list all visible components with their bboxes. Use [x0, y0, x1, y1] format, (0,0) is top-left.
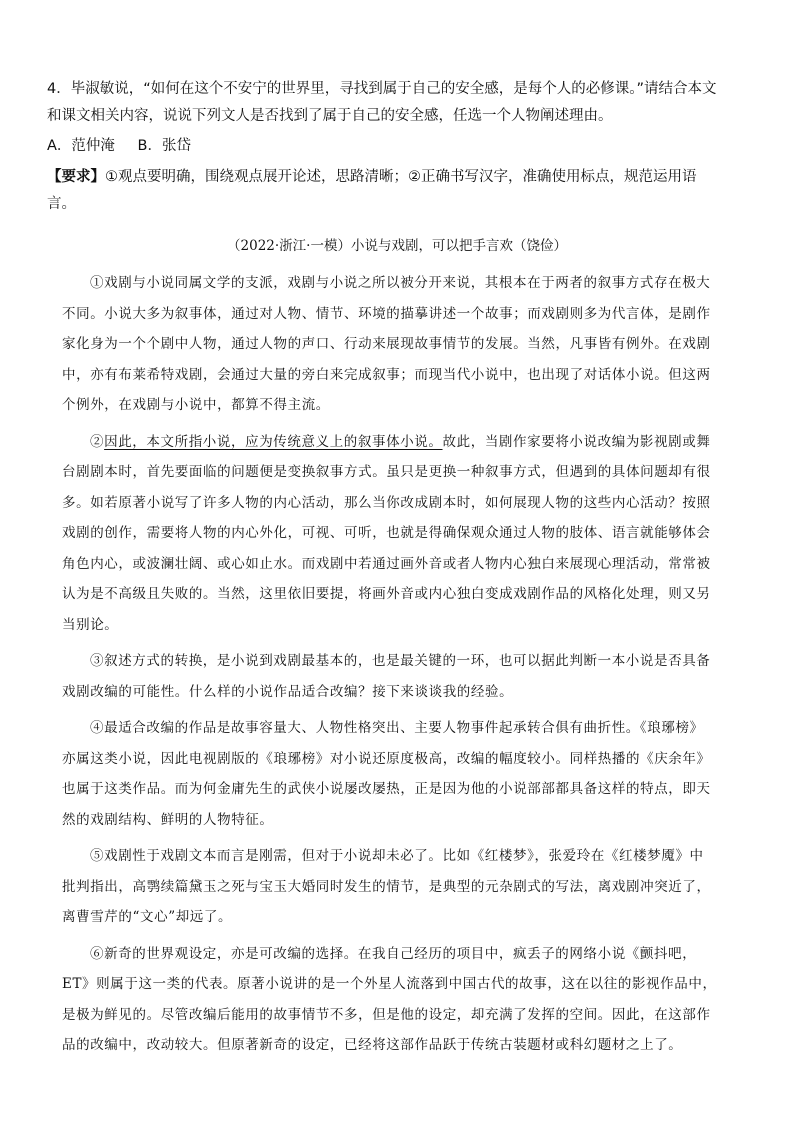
paragraph-line: ET》则属于这一类的代表。原著小说讲的是一个外星人流落到中国古代的故事，这在以往的影视作品中， [62, 976, 717, 992]
paragraph-line: 不同。小说大多为叙事体，通过对人物、情节、环境的描摹讲述一个故事；而戏剧则多为代言体，是剧作 [62, 305, 711, 322]
paragraph-line: 戏剧改编的可能性。什么样的小说作品适合改编？接下来谈谈我的经验。 [62, 683, 514, 700]
question-options [47, 135, 747, 157]
paragraph-line: ⑥新奇的世界观设定，亦是可改编的选择。在我自己经历的项目中，疯丢子的网络小说《颤抖吧， [90, 945, 697, 962]
option-a: A．范仲淹 [47, 138, 115, 154]
paragraph-line [62, 427, 727, 458]
paragraph-line: ④最适合改编的作品是故事容量大、人物性格突出、主要人物事件起承转合俱有曲折性。《琅琊榜》 [90, 720, 704, 736]
paragraph-text: 故此，当剧作家要将小说改编为影视剧或舞 [442, 433, 711, 450]
paragraph-line: ①戏剧与小说同属文学的支派，戏剧与小说之所以被分开来说，其根本在于两者的叙事方式存在极大 [90, 275, 711, 291]
paragraph-line: ⑤戏剧性于戏剧文本而言是刚需，但对于小说却未必了。比如《红楼梦》，张爱玲在《红楼梦魇》中 [90, 848, 704, 864]
question-text-line-1: 4．毕淑敏说，“如何在这个不安宁的世界里，寻找到属于自己的安全感，是每个人的必修课。”请结合本文 [47, 81, 717, 97]
requirement-label: 【要求】 [47, 169, 105, 185]
requirement-line-1 [47, 166, 747, 188]
question-text-line-2: 和课文相关内容，说说下列文人是否找到了属于自己的安全感，任选一个人物阐述理由。 [47, 108, 613, 124]
paragraph-number: ② [90, 433, 105, 450]
option-b: B．张岱 [137, 138, 191, 154]
passage-title: （2022·浙江·一模）小说与戏剧，可以把手言欢（饶俭） [227, 238, 567, 254]
requirement-line-2: 言。 [47, 196, 76, 212]
paragraph-5 [62, 841, 727, 933]
paragraph-line: ③叙述方式的转换，是小说到戏剧最基本的，也是最关键的一环，也可以据此判断一本小说是否具备 [90, 653, 711, 669]
passage-body [62, 268, 727, 1067]
paragraph-line: 也属于这类作品。而为何金庸先生的武侠小说屡改屡热，正是因为他的小说部部都具备这样的特点，即天 [62, 781, 711, 797]
paragraph-line: 角色内心，或波澜壮阔、或心如止水。而戏剧中若通过画外音或者人物内心独白来展现心理活动，常常被 [62, 555, 711, 572]
paragraph-line: 当别论。 [62, 616, 119, 633]
paragraph-6 [62, 939, 727, 1061]
paragraph-line: 家化身为一个个剧中人物，通过人物的声口、行动来展现故事情节的发展。当然，凡事皆有例外。在戏剧 [62, 336, 711, 352]
paragraph-line: 认为是不高级且失败的。当然，这里依旧要提，将画外音或内心独白变成戏剧作品的风格化处理，则又另 [62, 586, 711, 602]
paragraph-2 [62, 427, 727, 641]
paragraph-4 [62, 713, 727, 835]
paragraph-line: 是极为鲜见的。尽管改编后能用的故事情节不多，但是他的设定，却充满了发挥的空间。因此，在这部作 [62, 1006, 711, 1023]
question-block [47, 78, 747, 215]
requirement-text: ①观点要明确，围绕观点展开论述，思路清晰；②正确书写汉字，准确使用标点，规范运用语 [105, 169, 697, 185]
paragraph-line: 台剧剧本时，首先要面临的问题便是变换叙事方式。虽只是更换一种叙事方式，但遇到的具体问题却有很 [62, 464, 711, 480]
underlined-sentence: 因此，本文所指小说，应为传统意义上的叙事体小说。 [104, 433, 443, 450]
paragraph-line: 离曹雪芹的“文心”却远了。 [62, 909, 233, 925]
paragraph-3 [62, 646, 727, 707]
paragraph-line: 多。如若原著小说写了许多人物的内心活动，那么当你改成剧本时，如何展现人物的这些内心活动？按照 [62, 494, 711, 511]
paragraph-line: 品的改编中，改动较大。但原著新奇的设定，已经将这部作品跃于传统古装题材或科幻题材之上了。 [62, 1037, 683, 1053]
paragraph-line: 个例外，在戏剧与小说中，都算不得主流。 [62, 397, 330, 413]
paragraph-1 [62, 268, 727, 421]
paragraph-line: 亦属这类小说，因此电视剧版的《琅琊榜》对小说还原度极高，改编的幅度较小。同样热播的《庆余年》 [62, 750, 711, 767]
paragraph-line: 然的戏剧结构、鲜明的人物特征。 [62, 811, 274, 828]
paragraph-line: 中，亦有布莱希特戏剧，会通过大量的旁白来完成叙事；而现当代小说中，也出现了对话体小说。但这两 [62, 366, 711, 383]
paragraph-line: 戏剧的创作，需要将人物的内心外化，可视、可听，也就是得确保观众通过人物的肢体、语言就能够体会 [62, 525, 711, 541]
paragraph-line: 批判指出，高鹗续篇黛玉之死与宝玉大婚同时发生的情节，是典型的元杂剧式的写法，离戏剧冲突近了， [62, 878, 711, 895]
